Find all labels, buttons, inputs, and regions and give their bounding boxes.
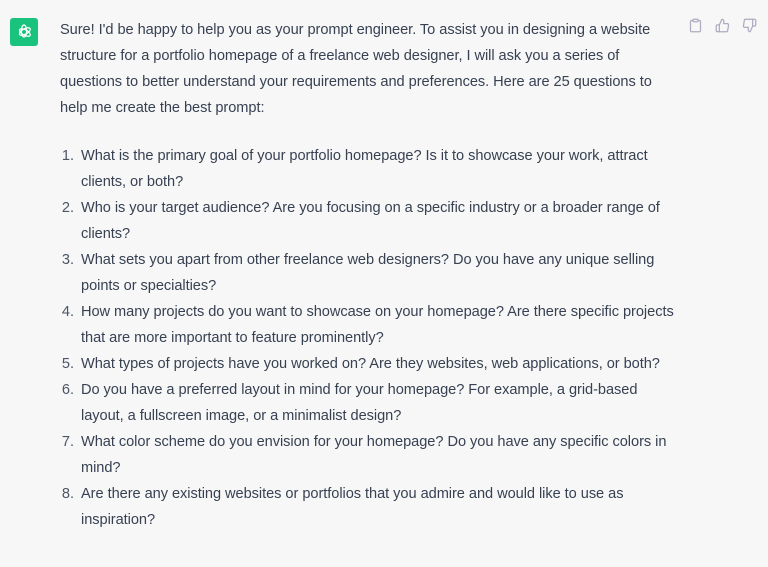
list-item	[60, 377, 680, 429]
assistant-avatar	[10, 18, 38, 46]
thumbs-down-button[interactable]	[740, 16, 758, 34]
list-number: 6 .	[56, 377, 74, 403]
list-item-text: Do you have a preferred layout in mind for your homepage? For example, a grid-based layout, a fullscreen image, or a minimalist design?	[81, 382, 638, 424]
list-item-text: What color scheme do you envision for your homepage? Do you have any specific colors in mind?	[81, 434, 667, 476]
copy-button[interactable]	[686, 16, 704, 34]
list-number: 7 .	[56, 429, 74, 455]
list-item-text: What sets you apart from other freelance web designers? Do you have any unique selling points or specialties?	[81, 252, 655, 294]
list-item-text: How many projects do you want to showcase on your homepage? Are there specific projects that are more important to feature prominently?	[81, 304, 674, 346]
list-item	[60, 247, 680, 299]
message-actions	[686, 16, 758, 34]
list-item	[60, 481, 680, 533]
list-item	[60, 351, 680, 377]
list-item-text: What is the primary goal of your portfolio homepage? Is it to showcase your work, attract clients, or both?	[81, 148, 648, 190]
list-item-text: What types of projects have you worked on? Are they websites, web applications, or both?	[81, 356, 660, 372]
questions-list	[60, 143, 680, 533]
list-number: 8 .	[56, 481, 74, 507]
list-number: 2 .	[56, 195, 74, 221]
clipboard-icon	[688, 18, 703, 33]
assistant-message	[60, 17, 680, 533]
list-number: 5 .	[56, 351, 74, 377]
list-number: 4 .	[56, 299, 74, 325]
list-item	[60, 299, 680, 351]
list-item-text: Who is your target audience? Are you focusing on a specific industry or a broader range of clients?	[81, 200, 660, 242]
thumbs-up-button[interactable]	[713, 16, 731, 34]
thumbs-up-icon	[715, 18, 730, 33]
list-number: 3 .	[56, 247, 74, 273]
list-item	[60, 429, 680, 481]
list-item	[60, 195, 680, 247]
list-item	[60, 143, 680, 195]
list-item-text: Are there any existing websites or portfolios that you admire and would like to use as inspiration?	[81, 486, 624, 528]
message-intro: Sure! I'd be happy to help you as your prompt engineer. To assist you in designing a website structure for a portfolio homepage of a freelance web designer, I will ask you a series of questions to better understand your requirements and preferences. Here are 25 questions to help me create the best prompt:	[60, 22, 652, 116]
list-number: 1 .	[56, 143, 74, 169]
openai-logo-icon	[14, 22, 34, 42]
thumbs-down-icon	[742, 18, 757, 33]
